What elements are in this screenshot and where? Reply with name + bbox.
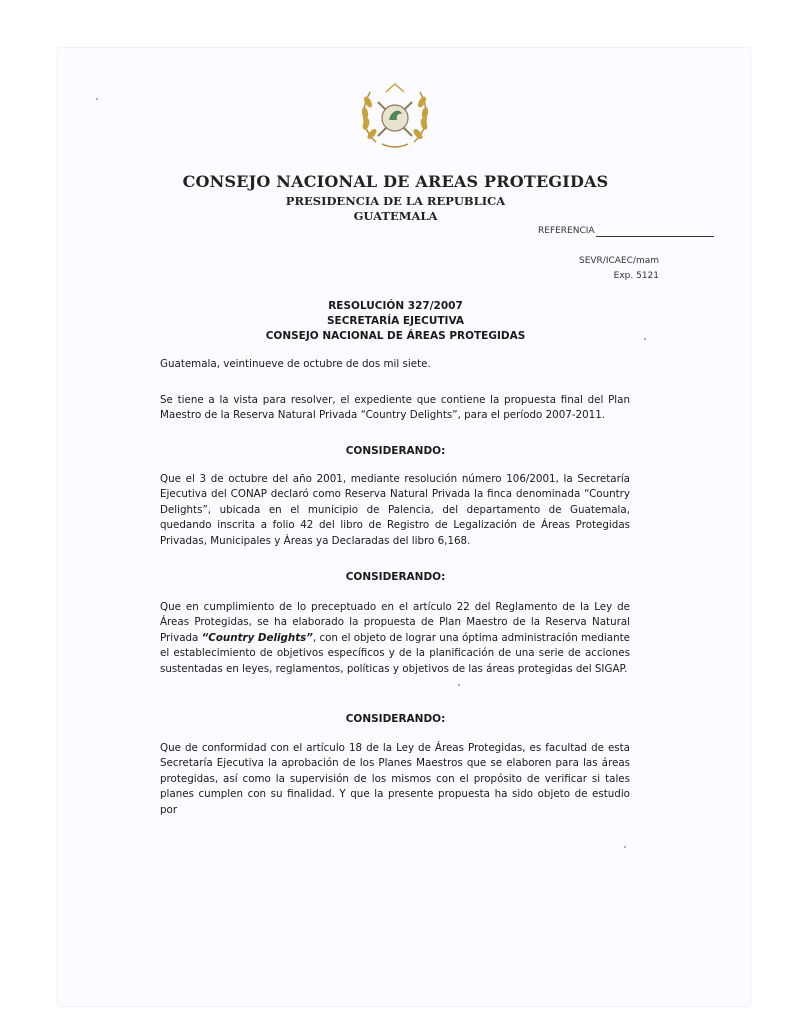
scan-speck xyxy=(644,338,646,340)
date-line: Guatemala, veintinueve de octubre de dos mil siete. xyxy=(160,358,431,370)
paragraph-text: Que en cumplimiento de lo preceptuado en el artículo 22 del Reglamento de la Ley de Áreas Protegidas, se ha elaborado la propuesta de Plan Maestro de la Reserva Natural Privada xyxy=(160,601,630,644)
office-title: SECRETARÍA EJECUTIVA xyxy=(326,315,465,327)
considerando-paragraph: Que el 3 de octubre del año 2001, mediante resolución número 106/2001, la Secretaría Ejecutiva del CONAP declaró como Reserva Natural Privada la finca denominada “Country Delights”, ubicada en el municipio de Palencia, del departamento de Guatemala, quedando inscrita a folio 42 del libro de Registro de Legalización de Áreas Protegidas Privadas, Municipales y Áreas ya Declaradas del libro 6,168. xyxy=(160,473,630,547)
organization-name: CONSEJO NACIONAL DE AREAS PROTEGIDAS xyxy=(182,172,609,191)
council-title: CONSEJO NACIONAL DE ÁREAS PROTEGIDAS xyxy=(265,330,526,342)
presidency-line: PRESIDENCIA DE LA REPUBLICA xyxy=(285,194,506,208)
file-code: SEVR/ICAEC/mam xyxy=(579,256,659,266)
considerando-heading: CONSIDERANDO: xyxy=(345,445,446,457)
scan-speck xyxy=(458,684,460,686)
considerando-paragraph: Que de conformidad con el artículo 18 de la Ley de Áreas Protegidas, es facultad de esta Secretaría Ejecutiva la aprobación de los Planes Maestros que se elaboren para las áreas protegidas, así como la supervisión de los mismos con el propósito de verificar si tales planes cumplen con su finalidad. Y que la presente propuesta ha sido objeto de estudio por xyxy=(160,742,630,816)
expediente-number: Exp. 5121 xyxy=(613,271,659,281)
coat-of-arms-emblem xyxy=(356,80,434,152)
scan-speck xyxy=(96,98,98,100)
considerando-heading: CONSIDERANDO: xyxy=(345,571,446,583)
reference-underline xyxy=(596,236,714,237)
resolution-number: RESOLUCIÓN 327/2007 xyxy=(328,300,463,312)
considerando-paragraph xyxy=(160,600,630,677)
scan-speck xyxy=(624,846,626,848)
reserve-name-emphasis: “Country Delights” xyxy=(201,631,313,644)
considerando-heading: CONSIDERANDO: xyxy=(345,713,446,725)
country-line: GUATEMALA xyxy=(353,209,438,223)
paragraph-text: , con el objeto de lograr una óptima administración mediante el establecimiento de objetivos específicos y de la planificación de una serie de acciones sustentadas en leyes, reglamentos, políticas y objetivos de las áreas protegidas del SIGAP. xyxy=(160,631,630,675)
reference-label: REFERENCIA xyxy=(538,226,595,236)
intro-paragraph: Se tiene a la vista para resolver, el expediente que contiene la propuesta final del Plan Maestro de la Reserva Natural Privada “Country Delights”, para el período 2007-2011. xyxy=(160,394,630,422)
